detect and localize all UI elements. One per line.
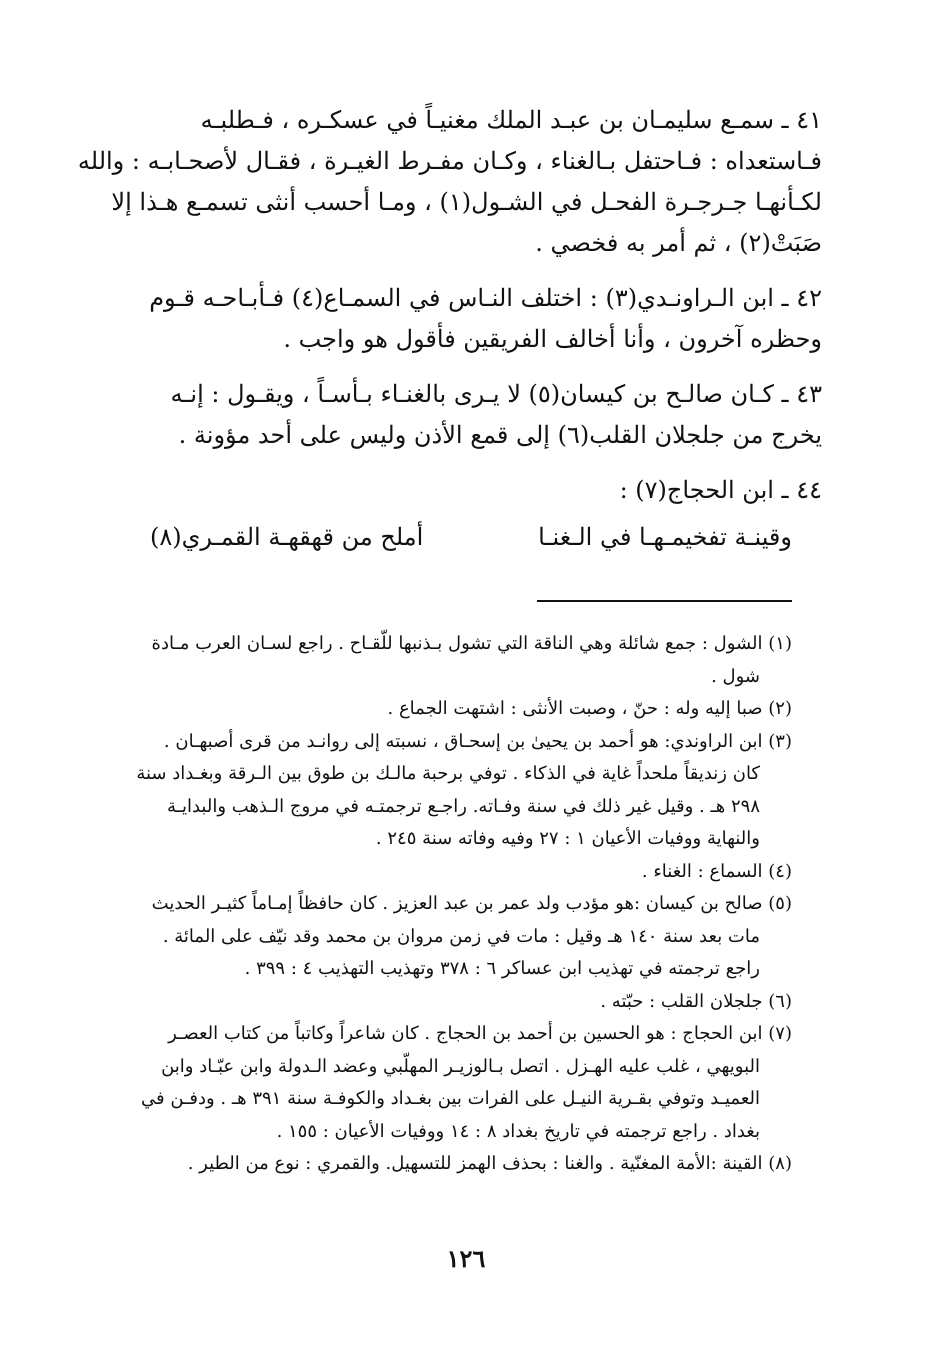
footnote-line: بغداد . راجع ترجمته في تاريخ بغداد ٨ : ١٤ ووفيات الأعيان : ١٥٥ . — [276, 1120, 760, 1142]
footnote-7 — [95, 1018, 792, 1148]
footnote-line: البويهي ، غلب عليه الهـزل . اتصل بـالوزيـر المهلّبي وعضد الـدولة وابن عبّـاد وابن — [161, 1055, 760, 1077]
footnote-line: (١) الشول : جمع شائلة وهي الناقة التي تشول بـذنبها للّقـاح . راجع لسـان العرب مـادة — [151, 633, 792, 654]
footnotes — [95, 628, 792, 1181]
footnote-line: شول . — [711, 665, 760, 687]
text-line: يخرج من جلجلان القلب(٦) إلى قمع الأذن وليس على أحد مؤونة . — [178, 421, 822, 449]
footnote-line: راجع ترجمته في تهذيب ابن عساكر ٦ : ٣٧٨ وتهذيب التهذيب ٤ : ٣٩٩ . — [244, 958, 760, 979]
footnote-4 — [95, 856, 792, 889]
text-line: وحظره آخرون ، وأنا أخالف الفريقين فأقول هو واجب . — [283, 325, 822, 353]
text-line: فـاستعداه : فـاحتفل بـالغناء ، وكـان مفـرط الغيـرة ، فقـال لأصحـابـه : والله — [77, 147, 822, 175]
text-line: لكـأنهـا جـرجـرة الفحـل في الشـول(١) ، ومـا أحسب أنثى تسمـع هـذا إلا — [111, 188, 822, 216]
footnote-5 — [95, 888, 792, 986]
paragraph-44 — [90, 470, 822, 511]
paragraph-41 — [77, 100, 822, 264]
verse-second-hemistich: أملح من قهقهـة القمـري(٨) — [150, 523, 424, 551]
footnote-line: العميـد وتوفي بقـرية النيـل على الفرات بين بغـداد والكوفـة سنة ٣٩١ هـ . ودفـن في — [141, 1088, 760, 1109]
poem-verse — [90, 517, 822, 558]
footnote-1 — [95, 628, 792, 693]
text-line: صَبَتْ(٢) ، ثم أمر به فخصي . — [535, 229, 822, 257]
paragraph-42 — [90, 278, 822, 360]
footnote-line: ٢٩٨ هـ . وقيل غير ذلك في سنة وفـاته. راجـع ترجمتـه في مروج الـذهب والبدايـة — [167, 795, 760, 817]
text-line: ٤١ ـ سمـع سليمـان بن عبـد الملك مغنيـاً في عسكـره ، فـطلبـه — [200, 106, 822, 134]
footnote-line: (٢) صبا إليه وله : حنّ ، وصبت الأنثى : اشتهت الجماع . — [387, 698, 792, 719]
text-line: ٤٣ ـ كـان صالـح بن كيسان(٥) لا يـرى بالغنـاء بـأسـاً ، ويقـول : إنـه — [170, 380, 822, 408]
footnote-line: والنهاية ووفيات الأعيان ١ : ٢٧ وفيه وفاته سنة ٢٤٥ . — [375, 828, 760, 849]
verse-first-hemistich: وقينـة تفخيمـهـا في الـغنـا — [538, 523, 792, 551]
footnote-8 — [95, 1148, 792, 1181]
footnote-line: (٣) ابن الراوندي: هو أحمد بن يحيىٰ بن إسحـاق ، نسبته إلى روانـد من قرى أصبهـان . — [163, 730, 792, 752]
text-line: ٤٤ ـ ابن الحجاج(٧) : — [619, 476, 822, 504]
footnote-3 — [95, 726, 792, 856]
footnote-6 — [95, 986, 792, 1019]
page-number: ١٢٦ — [446, 1244, 486, 1273]
footnote-line: (٤) السماع : الغناء . — [641, 860, 792, 882]
footnote-line: كان زنديقاً ملحداً غاية في الذكاء . توفي برحبة مالـك بن طوق بين الـرقة وبغـداد سنة — [136, 763, 760, 784]
footnote-line: (٨) القينة :الأمة المغنّية . والغنا : بحذف الهمز للتسهيل. والقمري : نوع من الطير . — [187, 1153, 792, 1174]
footnote-line: (٥) صالح بن كيسان :هو مؤدب ولد عمر بن عبد العزيز . كان حافظاً إمـاماً كثيـر الحديث — [151, 893, 792, 914]
footnote-2 — [95, 693, 792, 726]
footnote-divider — [537, 600, 792, 602]
footnote-line: (٦) جلجلان القلب : حبّته . — [600, 990, 792, 1012]
footnote-line: (٧) ابن الحجاج : هو الحسين بن أحمد بن الحجاج . كان شاعراً وكاتباً من كتاب العصـر — [168, 1023, 792, 1044]
paragraph-43 — [90, 374, 822, 456]
main-text — [77, 100, 822, 558]
footnote-line: مات بعد سنة ١٤٠ هـ وقيل : مات في زمن مروان بن محمد وقد نيّف على المائة . — [162, 925, 760, 947]
text-line: ٤٢ ـ ابن الـراونـدي(٣) : اختلف النـاس في السمـاع(٤) فـأبـاحـه قـوم — [149, 284, 822, 312]
